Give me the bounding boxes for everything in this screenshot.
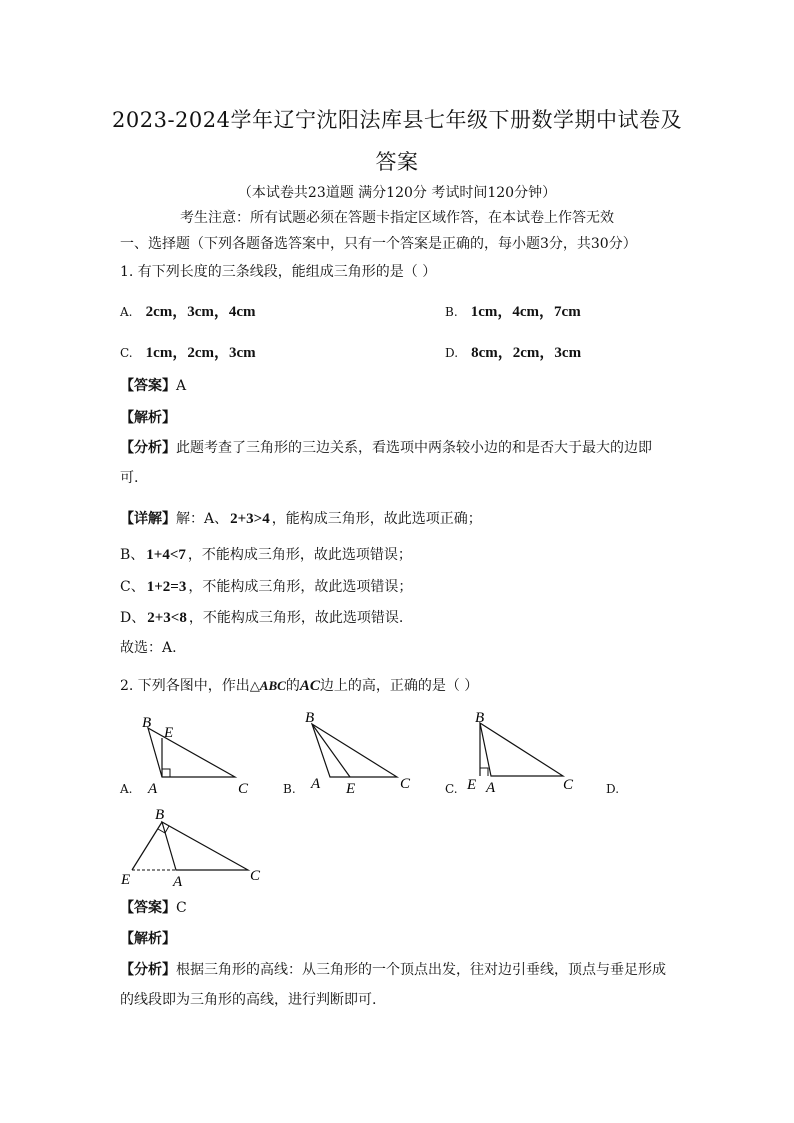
q2-stem-triangle: △ABC	[249, 678, 286, 693]
q2-stem-part1: 2. 下列各图中，作出	[120, 678, 250, 694]
fig-b-label-c: C	[400, 776, 411, 792]
fig-c-label-c: C	[563, 777, 574, 793]
option-label: D.	[445, 346, 459, 360]
q1-stem: 1. 有下列长度的三条线段，能组成三角形的是（ ）	[120, 264, 437, 280]
q2-option-b-label: B.	[283, 782, 296, 796]
exam-notice: 考生注意：所有试题必须在答题卡指定区域作答，在本试卷上作答无效	[180, 210, 614, 226]
q1-detail-b	[120, 544, 412, 564]
q1-conclusion: 故选：A.	[120, 640, 177, 656]
q1-analysis-line1	[120, 437, 652, 457]
q2-jiexi: 【解析】	[120, 931, 176, 947]
q1-detail-c	[120, 576, 412, 596]
answer-value: C	[176, 900, 187, 916]
q2-option-d-label: D.	[606, 782, 620, 796]
detail-c-text: ，不能构成三角形，故此选项错误；	[188, 579, 413, 595]
fig-d-label-e: E	[121, 872, 131, 888]
detail-c-math: 1+2=3	[146, 579, 187, 595]
fig-b-label-e: E	[346, 781, 356, 796]
fig-d-label-b: B	[155, 807, 165, 823]
detail-d-text: ，不能构成三角形，故此选项错误.	[188, 610, 404, 626]
detail-a-math: 2+3>4	[230, 511, 270, 527]
answer-label: 【答案】	[120, 900, 176, 916]
section-heading: 一、选择题（下列各题备选答案中，只有一个答案是正确的，每小题3分，共30分）	[120, 236, 637, 252]
detail-d-math: 2+3<8	[147, 610, 187, 626]
fig-a-label-b: B	[142, 715, 152, 731]
q2-stem	[120, 675, 478, 695]
fig-a-label-c: C	[238, 781, 249, 797]
option-label: A.	[120, 305, 133, 319]
option-label: C.	[120, 346, 133, 360]
q2-answer	[120, 897, 187, 917]
analysis-label: 【分析】	[120, 962, 176, 978]
answer-label: 【答案】	[120, 378, 176, 394]
analysis-text: 根据三角形的高线：从三角形的一个顶点出发，往对边引垂线，顶点与垂足形成	[176, 962, 666, 978]
page-title-line2: 答案	[375, 150, 419, 174]
fig-b-label-b: B	[305, 710, 315, 726]
fig-c-label-b: B	[475, 710, 485, 726]
q1-detail-a	[120, 508, 482, 528]
q2-figure-c	[463, 706, 588, 798]
q1-answer	[120, 375, 186, 395]
answer-value: A	[176, 378, 187, 394]
q1-jiexi: 【解析】	[120, 410, 176, 426]
q2-analysis-line2: 的线段即为三角形的高线，进行判断即可.	[120, 992, 377, 1008]
detail-a-text: ，能构成三角形，故此选项正确；	[271, 511, 482, 527]
q2-figure-a	[135, 710, 260, 800]
q2-stem-side: AC	[299, 678, 320, 694]
q2-analysis-line1	[120, 959, 666, 979]
fig-c-label-a: A	[486, 780, 496, 796]
q2-figure-b	[300, 704, 425, 796]
detail-b-math: 1+4<7	[146, 547, 186, 563]
detail-c-prefix: C、	[120, 579, 145, 595]
q1-option-b	[445, 300, 581, 321]
q2-stem-part3: 边上的高，正确的是（ ）	[319, 678, 479, 694]
option-text: 1cm，4cm，7cm	[470, 304, 581, 320]
analysis-label: 【分析】	[120, 440, 176, 456]
detail-b-text: ，不能构成三角形，故此选项错误；	[187, 547, 412, 563]
fig-a-label-e: E	[164, 725, 174, 741]
q1-detail-d	[120, 607, 403, 627]
option-text: 1cm，2cm，3cm	[145, 345, 256, 361]
fig-d-label-a: A	[173, 874, 183, 890]
exam-info: （本试卷共23道题 满分120分 考试时间120分钟）	[237, 185, 557, 201]
fig-a-label-a: A	[148, 781, 158, 797]
fig-c-label-e: E	[467, 777, 477, 793]
detail-d-prefix: D、	[120, 610, 146, 626]
q2-figure-d	[118, 802, 268, 894]
page-title: 2023-2024学年辽宁沈阳法库县七年级下册数学期中试卷及	[112, 108, 682, 132]
q1-analysis-line2: 可.	[120, 470, 139, 486]
q2-stem-part2: 的	[285, 678, 300, 694]
option-text: 2cm，3cm，4cm	[145, 304, 256, 320]
detail-b-prefix: B、	[120, 547, 145, 563]
fig-b-label-a: A	[311, 776, 321, 792]
option-text: 8cm，2cm，3cm	[471, 345, 582, 361]
q1-option-c	[120, 341, 256, 362]
detail-label: 【详解】	[120, 511, 176, 527]
analysis-text: 此题考查了三角形的三边关系，看选项中两条较小边的和是否大于最大的边即	[176, 440, 652, 456]
q1-option-a	[120, 300, 256, 321]
detail-prefix: 解：A、	[176, 511, 229, 527]
q2-option-a-label: A.	[120, 782, 133, 796]
q2-option-c-label: C.	[445, 782, 458, 796]
option-label: B.	[445, 305, 458, 319]
fig-d-label-c: C	[250, 868, 261, 884]
q1-option-d	[445, 341, 581, 362]
